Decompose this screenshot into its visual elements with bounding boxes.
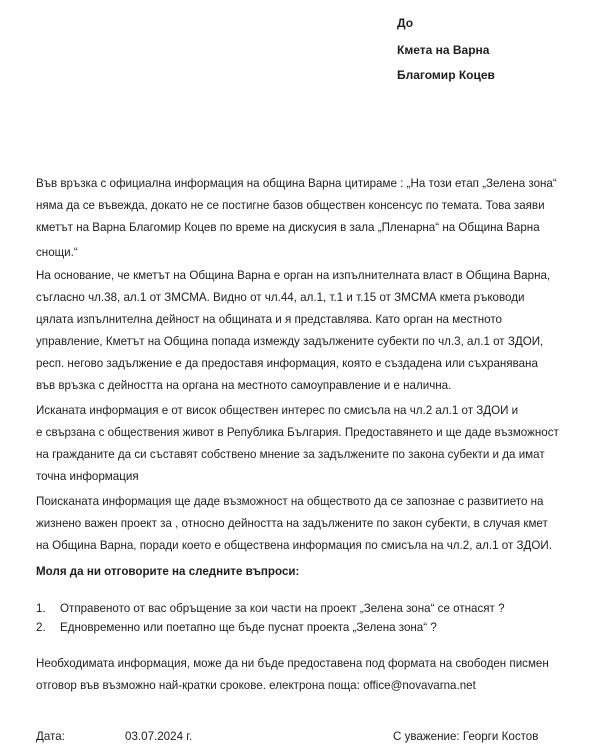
addressee-name: Благомир Коцев bbox=[397, 68, 495, 82]
text-line: на Община Варна, поради което е обществена информация по смисъла на чл.2, ал.1 от ЗДОИ. bbox=[36, 539, 552, 552]
list-number: 1. bbox=[36, 602, 46, 615]
date-value: 03.07.2024 г. bbox=[125, 730, 193, 743]
text-line: точна информация bbox=[36, 470, 139, 483]
text-line: кметът на Варна Благомир Коцев по време на дискусия в зала „Пленарна“ на Община Варна bbox=[36, 221, 540, 234]
text-line: цялата изпълнителна дейност на общината и я представлява. Като орган на местното bbox=[36, 313, 502, 326]
text-line: няма да се въвежда, докато не се постигне базов обществен консенсус по темата. Това заяви bbox=[36, 199, 545, 212]
text-line: на гражданите да си съставят собствено мнение за задължените по закона субекти и да имат bbox=[36, 448, 545, 461]
date-label: Дата: bbox=[36, 730, 65, 743]
list-text: Едновременно или поетапно ще бъде пуснат проекта „Зелена зона“ ? bbox=[60, 621, 437, 634]
text-line: отговор във възможно най-кратки срокове. електрона поща: office@novavarna.net bbox=[36, 679, 476, 692]
list-text: Отправеното от вас обръщение за кои части на проект „Зелена зона“ се отнасят ? bbox=[60, 602, 505, 615]
addressee-to: До bbox=[397, 16, 414, 30]
text-line: Исканата информация е от висок обществен интерес по смисъла на чл.2 ал.1 от ЗДОИ и bbox=[36, 404, 519, 417]
signature: С уважение: Георги Костов bbox=[393, 730, 539, 743]
text-line: респ. негово задължение е да предоставя информация, която е създадена или съхранявана bbox=[36, 357, 538, 370]
text-line: снощи.“ bbox=[36, 246, 78, 259]
text-line: жизнено важен проект за , относно дейността на задължените по закон субекти, в случая кмет bbox=[36, 517, 548, 530]
text-line: Във връзка с официална информация на община Варна цитираме : „На този етап „Зелена зона“ bbox=[36, 177, 557, 190]
addressee-title: Кмета на Варна bbox=[397, 43, 490, 57]
text-line: съгласно чл.38, ал.1 от ЗМСМА. Видно от чл.44, ал.1, т.1 и т.15 от ЗМСМА кмета ръководи bbox=[36, 291, 525, 304]
text-line: управление, Кметът на Община попада измежду задължените субекти по чл.3, ал.1 от ЗДОИ, bbox=[36, 335, 544, 348]
text-line: На основание, че кметът на Община Варна е орган на изпълнителната власт в Община Варна, bbox=[36, 269, 551, 282]
text-line: е свързана с обществения живот в Република България. Предоставянето и ще даде възможност bbox=[36, 426, 559, 439]
list-number: 2. bbox=[36, 621, 46, 634]
text-line: Поисканата информация ще даде възможност на обществото да се запознае с развитието на bbox=[36, 495, 544, 508]
text-line: Необходимата информация, може да ни бъде предоставена под формата на свободен писмен bbox=[36, 657, 549, 670]
questions-heading: Моля да ни отговорите на следните въпроси: bbox=[36, 565, 300, 578]
text-line: във връзка с дейността на органа на местното самоуправление и е налична. bbox=[36, 379, 452, 392]
